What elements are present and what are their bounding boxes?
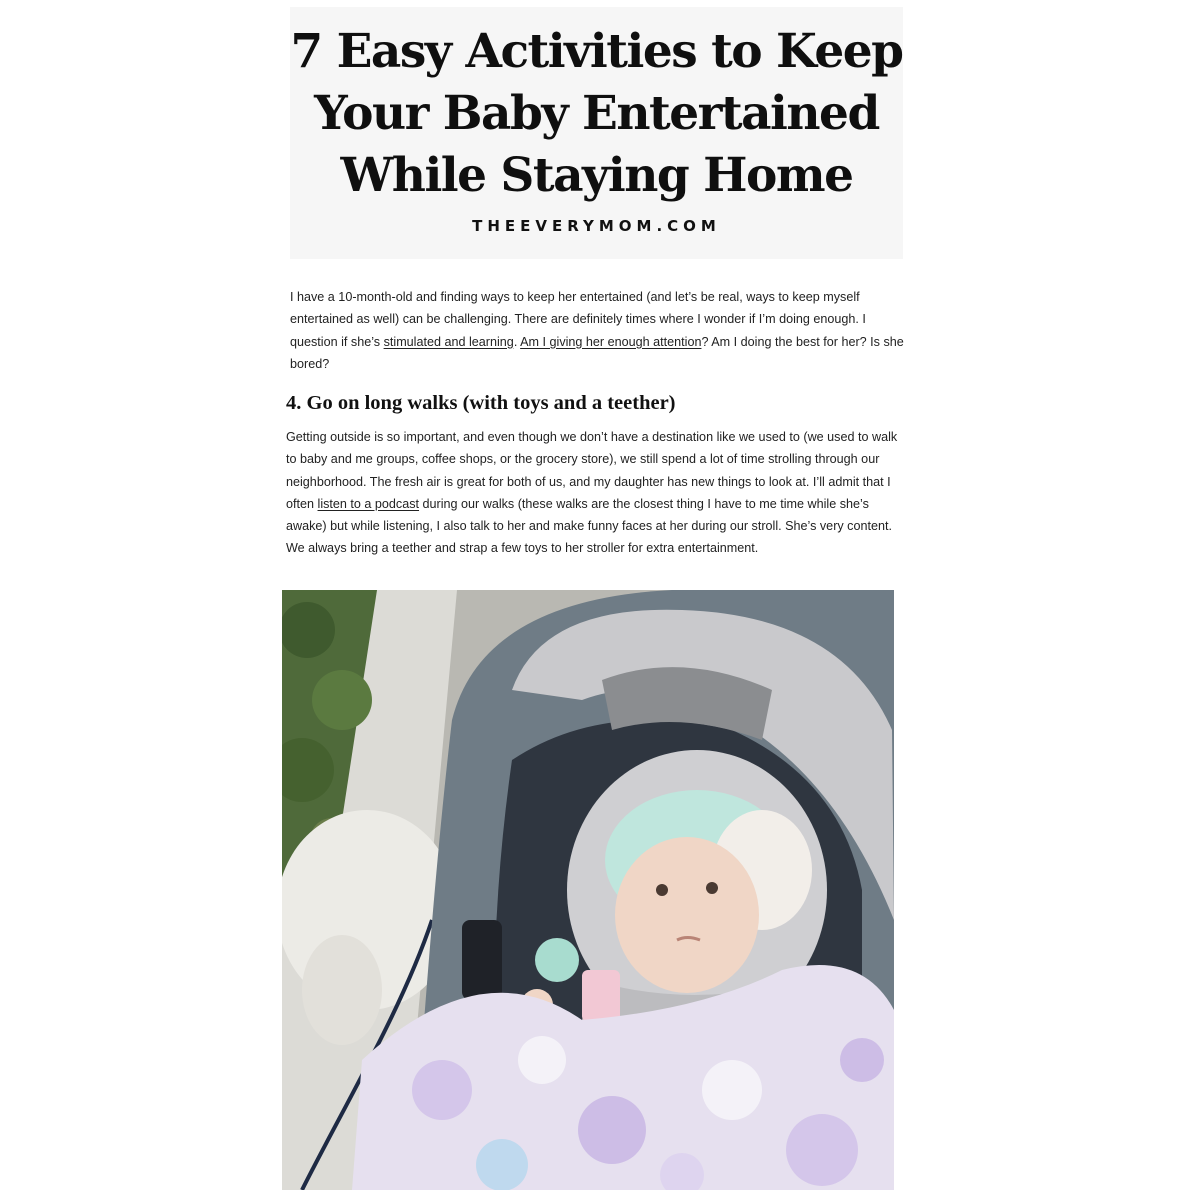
title-line-1: 7 Easy Activities to Keep <box>290 24 903 79</box>
podcast-link[interactable]: listen to a podcast <box>317 496 420 511</box>
section-heading: 4. Go on long walks (with toys and a teether) <box>286 392 676 414</box>
teether <box>535 938 579 982</box>
article-title <box>290 21 903 207</box>
attention-link[interactable]: Am I giving her enough attention <box>520 334 702 349</box>
stroller-photo-illustration <box>282 590 894 1190</box>
baby-face <box>615 837 759 993</box>
intro-text-1: I have a 10-month-old and finding ways to keep her entertained (and let’s be real, ways to keep myself entertained as well) can be challenging. There are definitely times where I wonder if I’m doing enough. I question if she’s <box>290 290 866 349</box>
title-line-2: Your Baby Entertained <box>314 86 879 141</box>
section-text-2: during our walks (these walks are the closest thing I have to me time while she’s awake) but while listening, I also talk to her and make funny faces at her during our stroll. She’s very content. We always bring a teether and strap a few toys to her stroller for extra entertainment. <box>286 496 892 556</box>
section-text-1: Getting outside is so important, and even though we don’t have a destination like we used to (we used to walk to baby and me groups, coffee shops, or the grocery store), we still spend a lot of time strolling through our neighborhood. The fresh air is great for both of us, and my daughter has new things to look at. I’ll admit that I often <box>286 430 898 511</box>
intro-text-3: ? Am I doing the best for her? Is she bored? <box>290 334 904 371</box>
title-line-3: While Staying Home <box>340 148 853 203</box>
title-card <box>290 7 903 259</box>
stroller-photo <box>282 590 894 1190</box>
section-paragraph <box>286 426 901 560</box>
intro-paragraph <box>290 286 905 375</box>
intro-text-2: . <box>513 334 521 349</box>
stimulated-learning-link[interactable]: stimulated and learning <box>383 334 514 349</box>
site-name: THEEVERYMOM.COM <box>472 217 721 235</box>
